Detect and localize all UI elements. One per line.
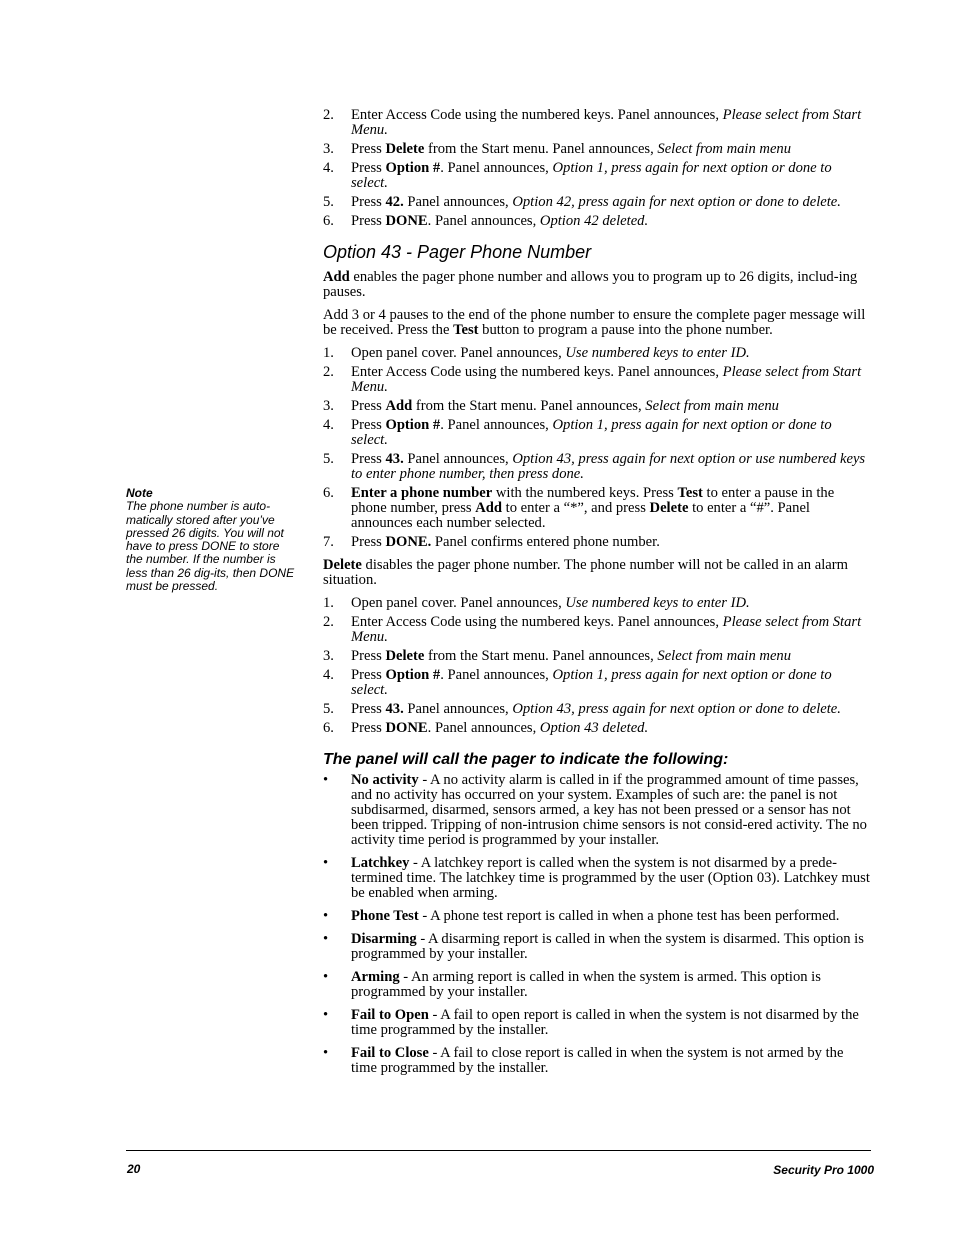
text-run: - A fail to close report is called in when the system is not armed by the time programmed by the installer. [351, 1045, 844, 1076]
step-text [351, 365, 870, 395]
text-run: Panel announces, [403, 701, 513, 717]
step-number: 6. [323, 485, 334, 501]
text-run: enables the pager phone number and allows you to program up to 26 digits, includ-ing pauses. [323, 269, 858, 300]
steps-top [323, 108, 870, 229]
text-run: Press [351, 648, 386, 664]
text-run: Press [351, 417, 386, 433]
bullet-icon: • [323, 969, 329, 985]
bold-text: Delete [385, 648, 425, 664]
bold-text: Test [677, 485, 703, 501]
text-run: to enter a pause in the phone number, press [351, 485, 835, 516]
numbered-step [323, 346, 870, 361]
text-run: disables the pager phone number. The phone number will not be called in an alarm situation. [323, 557, 848, 588]
step-text [351, 596, 870, 611]
bold-text: Option # [385, 667, 441, 683]
numbered-step [323, 418, 870, 448]
bullet-item [323, 773, 870, 848]
step-number: 2. [323, 107, 334, 123]
italic-text: Option 1, press again for next option or done to select. [351, 160, 832, 191]
step-number: 2. [323, 614, 334, 630]
bullet-text [351, 856, 870, 901]
text-run: . Panel announces, [440, 160, 553, 176]
step-text [351, 452, 870, 482]
text-run: - A disarming report is called in when the system is disarmed. This option is programmed by your installer. [351, 931, 864, 962]
bold-text: 42. [385, 194, 404, 210]
step-text [351, 535, 870, 550]
text-run: Press [351, 160, 386, 176]
italic-text: Option 1, press again for next option or done to select. [351, 667, 832, 698]
bullet-icon: • [323, 855, 329, 871]
bullet-item [323, 856, 870, 901]
bold-text: Delete [649, 500, 689, 516]
text-run: Enter Access Code using the numbered keys. Panel announces, [351, 364, 723, 380]
step-text [351, 161, 870, 191]
sidebar-note [126, 487, 298, 593]
bullet-text [351, 932, 870, 962]
italic-text: Use numbered keys to enter ID. [565, 595, 750, 611]
step-number: 4. [323, 160, 334, 176]
text-run: . Panel announces, [427, 720, 540, 736]
numbered-step [323, 649, 870, 664]
step-text [351, 649, 870, 664]
italic-text: Please select from Start Menu. [351, 107, 862, 138]
numbered-step [323, 108, 870, 138]
bold-text: DONE [385, 720, 428, 736]
numbered-step [323, 365, 870, 395]
bold-text: 43. [385, 451, 404, 467]
bullet-item [323, 932, 870, 962]
numbered-step [323, 195, 870, 210]
step-number: 6. [323, 213, 334, 229]
text-run: - A phone test report is called in when a phone test has been performed. [418, 908, 840, 924]
text-run: to enter a “#”. Panel announces each number selected. [351, 500, 810, 531]
step-text [351, 108, 870, 138]
numbered-step [323, 721, 870, 736]
text-run: Press [351, 141, 386, 157]
bold-text: Add [475, 500, 503, 516]
step-number: 1. [323, 595, 334, 611]
bullet-text [351, 773, 870, 848]
bullet-item [323, 1008, 870, 1038]
text-run: from the Start menu. Panel announces, [424, 141, 658, 157]
step-number: 3. [323, 141, 334, 157]
note-title: Note [126, 486, 153, 500]
text-run: Enter Access Code using the numbered keys. Panel announces, [351, 614, 723, 630]
italic-text: Select from main menu [645, 398, 779, 414]
text-run: Open panel cover. Panel announces, [351, 595, 566, 611]
text-run: . Panel announces, [440, 667, 553, 683]
step-number: 3. [323, 648, 334, 664]
bold-text: Latchkey [351, 855, 410, 871]
step-text [351, 668, 870, 698]
step-number: 7. [323, 534, 334, 550]
bullet-text [351, 909, 870, 924]
numbered-step [323, 702, 870, 717]
step-number: 5. [323, 701, 334, 717]
step-number: 1. [323, 345, 334, 361]
bullet-text [351, 970, 870, 1000]
bold-text: Disarming [351, 931, 417, 947]
text-run: . Panel announces, [427, 213, 540, 229]
numbered-step [323, 615, 870, 645]
italic-text: Use numbered keys to enter ID. [565, 345, 750, 361]
bold-text: Add [385, 398, 413, 414]
step-text [351, 721, 870, 736]
product-name: Security Pro 1000 [773, 1163, 874, 1177]
section-heading-pager: The panel will call the pager to indicate the following: [323, 751, 729, 768]
numbered-step [323, 668, 870, 698]
text-run: Press [351, 667, 386, 683]
text-run: Press [351, 398, 386, 414]
bold-text: Delete [323, 557, 362, 573]
bullet-list [323, 773, 870, 1076]
text-run: Press [351, 701, 386, 717]
bold-text: Option # [385, 417, 441, 433]
footer-rule [126, 1150, 871, 1151]
text-run: Panel announces, [403, 451, 513, 467]
italic-text: Select from main menu [657, 141, 792, 157]
text-run: . Panel announces, [440, 417, 553, 433]
bold-text: Enter a phone number [351, 485, 493, 501]
text-run: - A latchkey report is called when the system is not disarmed by a prede-termined time. The latchkey time is programmed by the user (Option 03). Latchkey must be enabled when arming. [351, 855, 870, 901]
text-run: - A fail to open report is called in when the system is not disarmed by the time programmed by the installer. [351, 1007, 859, 1038]
bullet-item [323, 970, 870, 1000]
text-run: from the Start menu. Panel announces, [424, 648, 658, 664]
italic-text: Option 43 deleted. [539, 720, 649, 736]
note-body: The phone number is auto-matically stored after you’ve pressed 26 digits. You will not have to press DONE to store the number. If the number is less than 26 dig-its, then DONE must be pressed. [126, 499, 295, 594]
italic-text: Option 1, press again for next option or done to select. [351, 417, 832, 448]
step-text [351, 399, 870, 414]
bullet-icon: • [323, 931, 329, 947]
bullet-item [323, 1046, 870, 1076]
step-number: 6. [323, 720, 334, 736]
step-text [351, 142, 870, 157]
step-number: 5. [323, 194, 334, 210]
bold-text: Fail to Open [351, 1007, 429, 1023]
text-run: with the numbered keys. Press [492, 485, 678, 501]
italic-text: Select from main menu [657, 648, 792, 664]
bullet-icon: • [323, 1007, 329, 1023]
bold-text: Option # [385, 160, 441, 176]
bold-text: Add [323, 269, 350, 285]
text-run: Panel announces, [403, 194, 513, 210]
step-number: 4. [323, 417, 334, 433]
step-text [351, 418, 870, 448]
bold-text: No activity [351, 772, 419, 788]
italic-text: Please select from Start Menu. [351, 614, 862, 645]
step-number: 4. [323, 667, 334, 683]
text-run: - A no activity alarm is called in if the programmed amount of time passes, and no activity has occurred on your system. Examples of such are: the panel is not subdisarmed, disarmed, sensors armed, a key has not been pressed or a sensor has not been tripped. Tripping of non-intrusion chime sensors is not consid-ered activity. The no activity time period is programmed by your installer. [351, 772, 867, 848]
bullet-icon: • [323, 772, 329, 788]
bold-text: DONE. [385, 534, 432, 550]
step-number: 3. [323, 398, 334, 414]
numbered-step [323, 142, 870, 157]
italic-text: Option 43, press again for next option or done to delete. [512, 701, 841, 717]
step-number: 5. [323, 451, 334, 467]
text-run: Press [351, 451, 386, 467]
steps-add [323, 346, 870, 550]
bold-text: 43. [385, 701, 404, 717]
text-run: - An arming report is called in when the system is armed. This option is programmed by your installer. [351, 969, 821, 1000]
numbered-step [323, 452, 870, 482]
italic-text: Please select from Start Menu. [351, 364, 862, 395]
bullet-icon: • [323, 1045, 329, 1061]
step-text [351, 214, 870, 229]
italic-text: Option 43, press again for next option or use numbered keys to enter phone number, then press done. [351, 451, 866, 482]
numbered-step [323, 486, 870, 531]
paragraph-add [323, 270, 870, 300]
bold-text: Phone Test [351, 908, 419, 924]
numbered-step [323, 535, 870, 550]
numbered-step [323, 596, 870, 611]
step-text [351, 702, 870, 717]
bold-text: Fail to Close [351, 1045, 429, 1061]
bold-text: Test [453, 322, 479, 338]
bullet-icon: • [323, 908, 329, 924]
main-column [323, 108, 870, 1084]
text-run: Press [351, 720, 386, 736]
text-run: from the Start menu. Panel announces, [412, 398, 646, 414]
bullet-item [323, 909, 870, 924]
text-run: Add 3 or 4 pauses to the end of the phone number to ensure the complete pager message will be received. Press the [323, 307, 866, 338]
numbered-step [323, 161, 870, 191]
text-run: Open panel cover. Panel announces, [351, 345, 566, 361]
numbered-step [323, 214, 870, 229]
bold-text: DONE [385, 213, 428, 229]
bullet-text [351, 1046, 870, 1076]
page-number: 20 [127, 1162, 141, 1176]
text-run: button to program a pause into the phone number. [478, 322, 773, 338]
bold-text: Arming [351, 969, 400, 985]
text-run: to enter a “*”, and press [502, 500, 650, 516]
italic-text: Option 42 deleted. [539, 213, 649, 229]
italic-text: Option 42, press again for next option or done to delete. [512, 194, 841, 210]
bold-text: Delete [385, 141, 425, 157]
step-text [351, 615, 870, 645]
text-run: Enter Access Code using the numbered keys. Panel announces, [351, 107, 723, 123]
paragraph-pauses [323, 308, 870, 338]
text-run: Press [351, 194, 386, 210]
section-heading-option-43: Option 43 - Pager Phone Number [323, 242, 592, 262]
step-text [351, 195, 870, 210]
paragraph-delete [323, 558, 870, 588]
steps-delete [323, 596, 870, 736]
step-text [351, 486, 870, 531]
text-run: Press [351, 213, 386, 229]
text-run: Panel confirms entered phone number. [431, 534, 660, 550]
step-text [351, 346, 870, 361]
bullet-text [351, 1008, 870, 1038]
text-run: Press [351, 534, 386, 550]
step-number: 2. [323, 364, 334, 380]
numbered-step [323, 399, 870, 414]
